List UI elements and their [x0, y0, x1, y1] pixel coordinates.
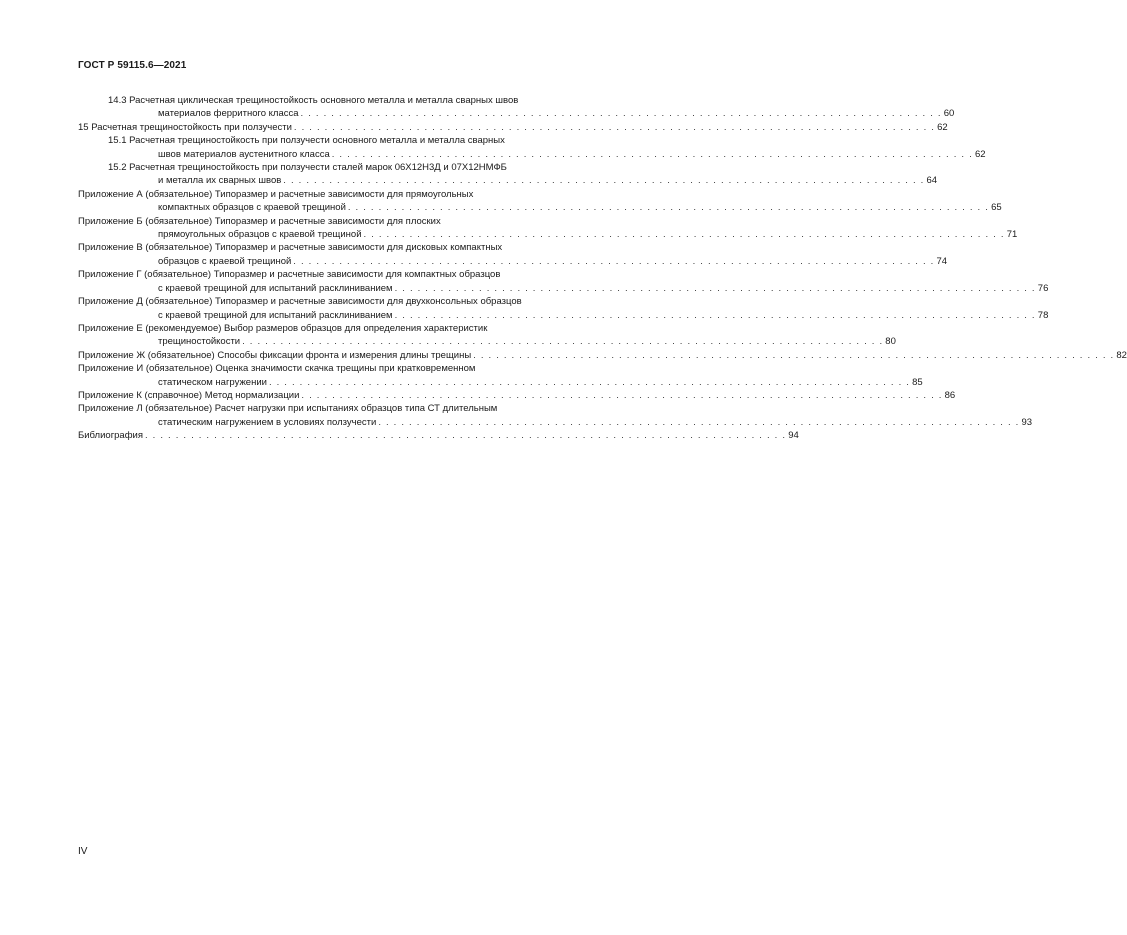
toc-page-number: 85: [912, 376, 923, 388]
toc-entry-title: 14.3 Расчетная циклическая трещиностойкость основного металла и металла сварных швов: [108, 95, 519, 106]
toc-leader-dots: . . . . . . . . . . . . . . . . . . . . . . . . . . . . . . . . . . . . . . . . . . . . . . . . . . . . . . . . . . . . . . . . . . . . . . . . . . . . . . . . . . . .: [242, 336, 884, 348]
toc-entry-title: Приложение К (справочное) Метод нормализации: [78, 389, 300, 401]
toc-entry-title: Приложение Д (обязательное) Типоразмер и расчетные зависимости для двухконсольных образцов: [78, 296, 522, 308]
toc-entry[interactable]: [78, 429, 799, 442]
toc-leader-dots: . . . . . . . . . . . . . . . . . . . . . . . . . . . . . . . . . . . . . . . . . . . . . . . . . . . . . . . . . . . . . . . . . . . . . . . . . . . . . . . . . . . .: [145, 430, 787, 442]
toc-leader-dots: . . . . . . . . . . . . . . . . . . . . . . . . . . . . . . . . . . . . . . . . . . . . . . . . . . . . . . . . . . . . . . . . . . . . . . . . . . . . . . . . . . . .: [300, 108, 942, 120]
toc-page-number: 93: [1021, 416, 1033, 428]
toc-entry[interactable]: [78, 362, 923, 389]
toc-page-number: 82: [1116, 349, 1127, 361]
toc-entry-title: статическим нагружением в условиях ползучести: [158, 416, 377, 428]
toc-leader-dots: . . . . . . . . . . . . . . . . . . . . . . . . . . . . . . . . . . . . . . . . . . . . . . . . . . . . . . . . . . . . . . . . . . . . . . . . . . . . . . . . . . . .: [363, 229, 1005, 241]
toc-entry[interactable]: [78, 402, 1033, 429]
page-number: IV: [78, 846, 88, 857]
toc-leader-dots: . . . . . . . . . . . . . . . . . . . . . . . . . . . . . . . . . . . . . . . . . . . . . . . . . . . . . . . . . . . . . . . . . . . . . . . . . . . . . . . . . . . .: [473, 349, 1115, 361]
toc-entry-title: 15 Расчетная трещиностойкость при ползучести: [78, 121, 292, 133]
toc-leader-dots: . . . . . . . . . . . . . . . . . . . . . . . . . . . . . . . . . . . . . . . . . . . . . . . . . . . . . . . . . . . . . . . . . . . . . . . . . . . . . . . . . . . .: [301, 389, 943, 401]
toc-entry[interactable]: [78, 389, 956, 402]
toc-entry[interactable]: [78, 188, 1002, 215]
toc-entry-title: компактных образцов с краевой трещиной: [158, 202, 346, 214]
toc-entry-title: швов материалов аустенитного класса: [158, 148, 330, 160]
toc-leader-dots: . . . . . . . . . . . . . . . . . . . . . . . . . . . . . . . . . . . . . . . . . . . . . . . . . . . . . . . . . . . . . . . . . . . . . . . . . . . . . . . . . . . .: [268, 376, 911, 388]
toc-entry-title: Приложение Г (обязательное) Типоразмер и расчетные зависимости для компактных образцов: [78, 269, 501, 281]
toc-page-number: 62: [974, 148, 986, 160]
toc-entry-title: статическом нагружении: [158, 376, 267, 388]
toc-page-number: 80: [885, 336, 896, 348]
toc-page-number: 86: [944, 389, 956, 401]
toc-page-number: 76: [1037, 282, 1049, 294]
toc-entry[interactable]: [78, 322, 896, 349]
toc-page-number: 94: [788, 430, 799, 442]
toc-page-number: 60: [943, 108, 955, 120]
toc-page-number: 65: [991, 202, 1002, 214]
toc-entry-title: Библиография: [78, 430, 143, 442]
toc-leader-dots: . . . . . . . . . . . . . . . . . . . . . . . . . . . . . . . . . . . . . . . . . . . . . . . . . . . . . . . . . . . . . . . . . . . . . . . . . . . . . . . . . . . .: [394, 282, 1036, 294]
toc-leader-dots: . . . . . . . . . . . . . . . . . . . . . . . . . . . . . . . . . . . . . . . . . . . . . . . . . . . . . . . . . . . . . . . . . . . . . . . . . . . . . . . . . . . .: [283, 175, 925, 187]
toc-page-number: 64: [926, 175, 938, 187]
toc-entry[interactable]: [78, 161, 938, 188]
toc-entry-title: 15.1 Расчетная трещиностойкость при ползучести основного металла и металла сварных: [108, 135, 505, 147]
toc-entry-title: Приложение Б (обязательное) Типоразмер и расчетные зависимости для плоских: [78, 215, 441, 227]
toc-entry-title: прямоугольных образцов с краевой трещиной: [158, 229, 362, 241]
table-of-contents: [78, 94, 1127, 443]
document-code: ГОСТ Р 59115.6—2021: [78, 60, 187, 71]
toc-leader-dots: . . . . . . . . . . . . . . . . . . . . . . . . . . . . . . . . . . . . . . . . . . . . . . . . . . . . . . . . . . . . . . . . . . . . . . . . . . . . . . . . . . . .: [293, 255, 935, 267]
toc-leader-dots: . . . . . . . . . . . . . . . . . . . . . . . . . . . . . . . . . . . . . . . . . . . . . . . . . . . . . . . . . . . . . . . . . . . . . . . . . . . . . . . . . . . .: [378, 416, 1020, 428]
toc-entry-title: 15.2 Расчетная трещиностойкость при ползучести сталей марок 06Х12Н3Д и 07Х12НМФБ: [108, 162, 507, 174]
toc-leader-dots: . . . . . . . . . . . . . . . . . . . . . . . . . . . . . . . . . . . . . . . . . . . . . . . . . . . . . . . . . . . . . . . . . . . . . . . . . . . . . . . . . . . .: [394, 309, 1036, 321]
toc-entry-title: Приложение И (обязательное) Оценка значимости скачка трещины при кратковременном: [78, 363, 476, 375]
toc-entry-title: Приложение Ж (обязательное) Способы фиксации фронта и измерения длины трещины: [78, 349, 472, 361]
toc-entry-title: Приложение Л (обязательное) Расчет нагрузки при испытаниях образцов типа СТ длительным: [78, 403, 498, 415]
toc-page-number: 62: [937, 121, 948, 133]
toc-page-number: 78: [1037, 309, 1049, 321]
toc-entry-title: Приложение Е (рекомендуемое) Выбор размеров образцов для определения характеристик: [78, 322, 488, 334]
toc-entry-title: материалов ферритного класса: [158, 108, 299, 120]
toc-entry[interactable]: [78, 241, 948, 268]
toc-page-number: 74: [936, 255, 948, 267]
toc-entry[interactable]: [78, 349, 1127, 362]
toc-entry[interactable]: [78, 295, 1049, 322]
toc-entry[interactable]: [78, 215, 1018, 242]
toc-entry-title: образцов с краевой трещиной: [158, 255, 292, 267]
toc-leader-dots: . . . . . . . . . . . . . . . . . . . . . . . . . . . . . . . . . . . . . . . . . . . . . . . . . . . . . . . . . . . . . . . . . . . . . . . . . . . . . . . . . . . .: [331, 148, 973, 160]
toc-entry-title: Приложение А (обязательное) Типоразмер и расчетные зависимости для прямоугольных: [78, 188, 474, 200]
toc-entry-title: Приложение В (обязательное) Типоразмер и расчетные зависимости для дисковых компактных: [78, 242, 503, 254]
toc-entry[interactable]: [78, 94, 955, 121]
toc-leader-dots: . . . . . . . . . . . . . . . . . . . . . . . . . . . . . . . . . . . . . . . . . . . . . . . . . . . . . . . . . . . . . . . . . . . . . . . . . . . . . . . . . . . .: [347, 202, 990, 214]
toc-entry-title: с краевой трещиной для испытаний расклиниванием: [158, 309, 393, 321]
toc-page-number: 71: [1006, 229, 1018, 241]
toc-leader-dots: . . . . . . . . . . . . . . . . . . . . . . . . . . . . . . . . . . . . . . . . . . . . . . . . . . . . . . . . . . . . . . . . . . . . . . . . . . . . . . . . . . . .: [293, 121, 936, 133]
toc-entry[interactable]: [78, 268, 1049, 295]
toc-entry-title: трещиностойкости: [158, 336, 241, 348]
toc-entry[interactable]: [78, 134, 986, 161]
toc-entry[interactable]: [78, 121, 948, 134]
toc-entry-title: с краевой трещиной для испытаний расклиниванием: [158, 282, 393, 294]
toc-entry-title: и металла их сварных швов: [158, 175, 282, 187]
